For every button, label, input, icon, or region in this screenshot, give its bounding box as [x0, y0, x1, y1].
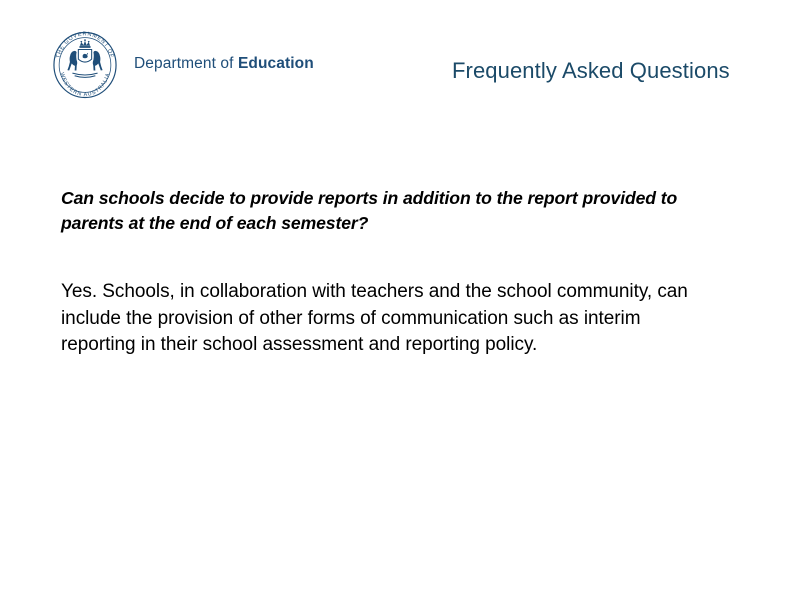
- department-logo: [48, 31, 314, 99]
- svg-text:WESTERN AUSTRALIA: WESTERN AUSTRALIA: [58, 71, 112, 99]
- wordmark-bold-text: Education: [237, 55, 314, 73]
- faq-content: [61, 186, 721, 359]
- faq-question: Can schools decide to provide reports in addition to the report provided to parents at the end of each semester?: [61, 188, 678, 233]
- department-wordmark: [134, 56, 314, 74]
- page-title: Frequently Asked Questions: [452, 58, 730, 83]
- wa-government-crest-icon: [48, 31, 122, 99]
- wordmark-light-text: Department of: [134, 55, 234, 73]
- slide-header: [0, 0, 794, 130]
- faq-answer: Yes. Schools, in collaboration with teachers and the school community, can include the provision of other forms of communication such as interim reporting in their school assessment and reporting policy.: [61, 281, 688, 355]
- svg-text:THE GOVERNMENT OF: THE GOVERNMENT OF: [55, 31, 115, 60]
